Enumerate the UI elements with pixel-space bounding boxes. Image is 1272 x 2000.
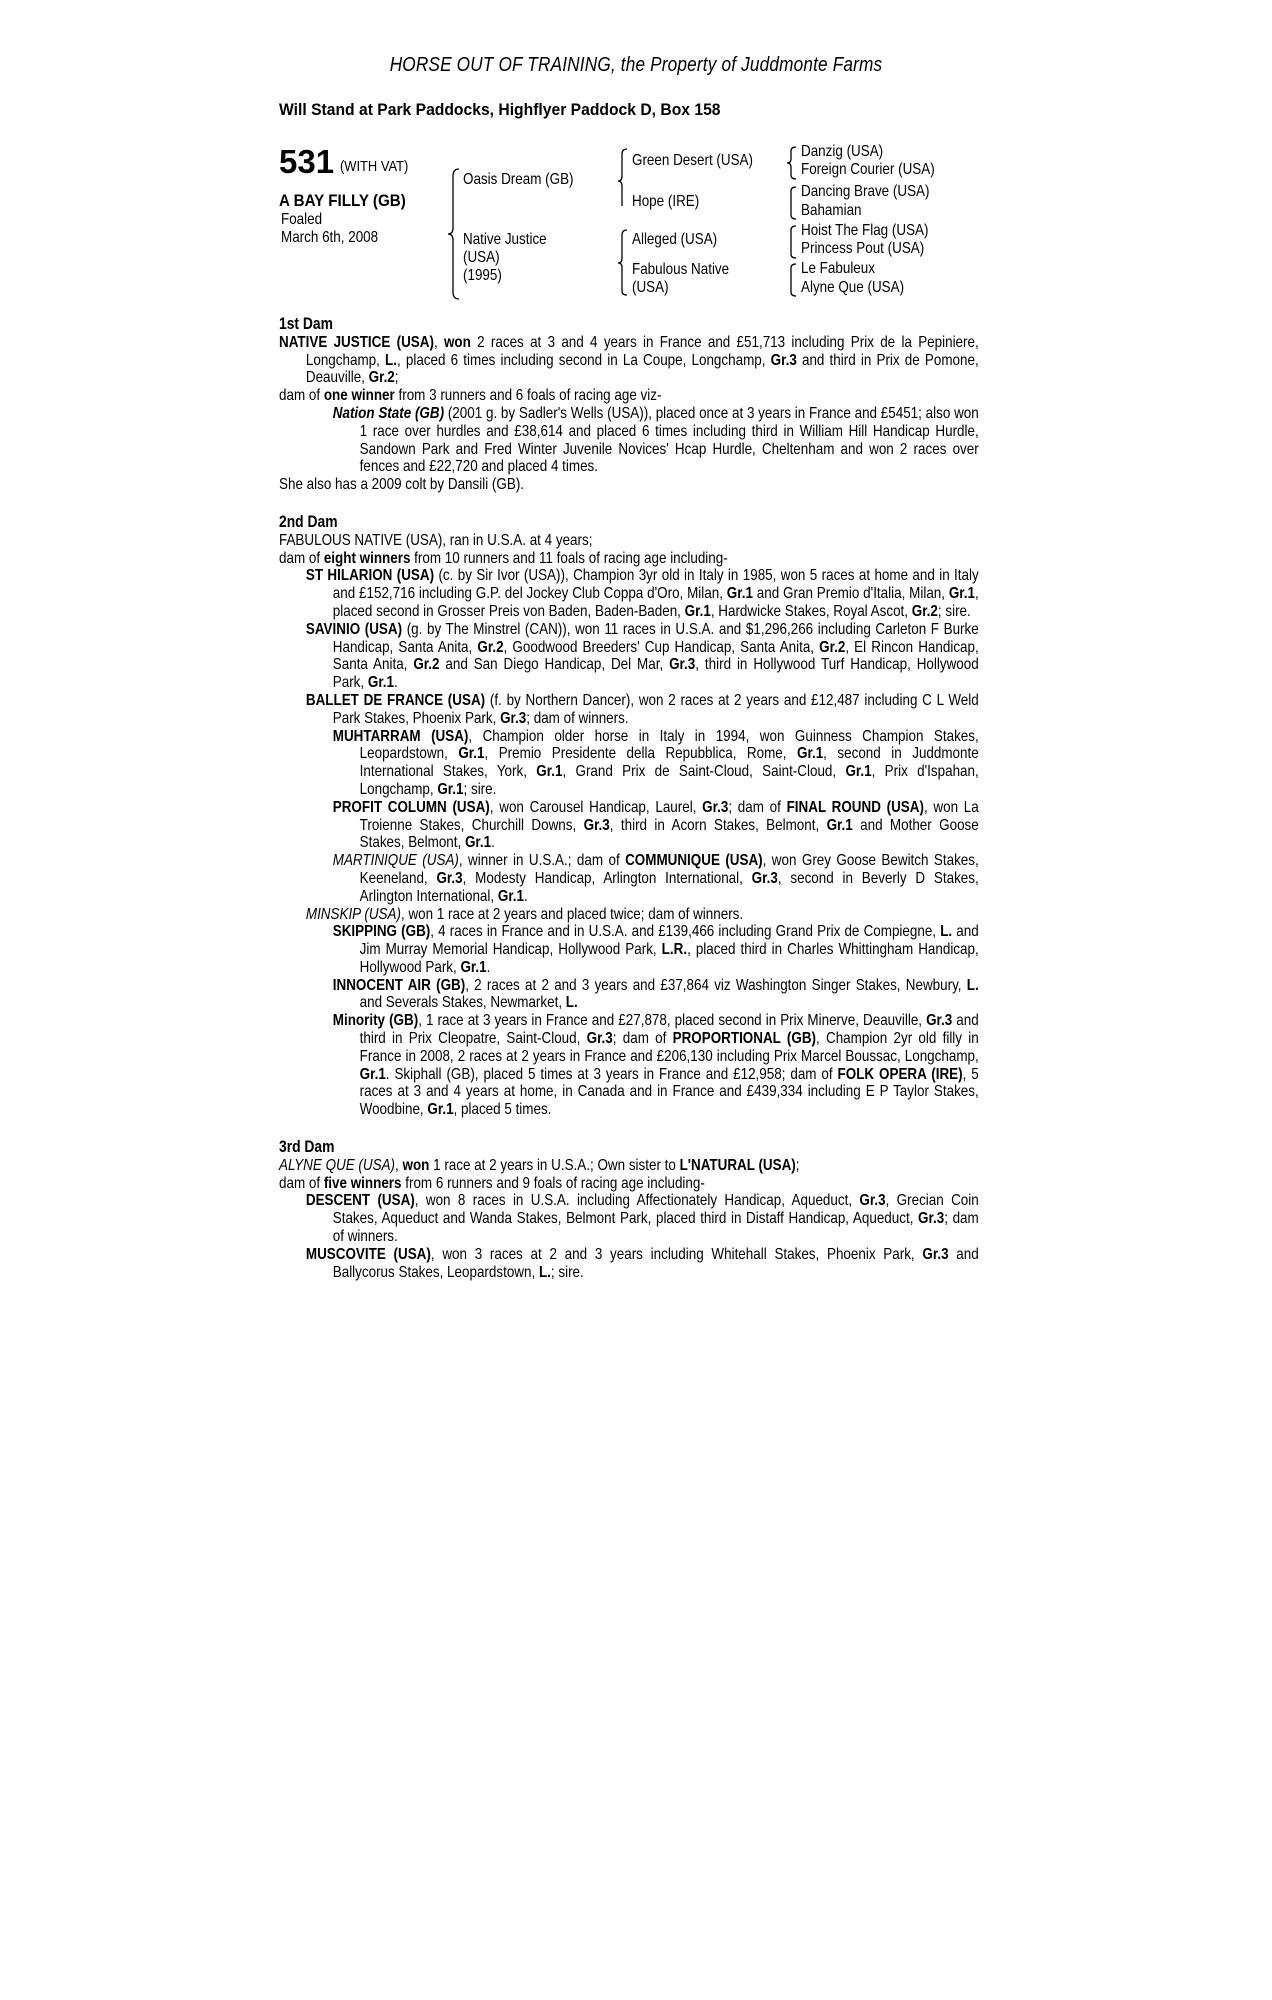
produce-skipping: SKIPPING (GB), 4 races in France and in U.S.A. and £139,466 including Grand Prix de Compiegne, L. and Jim Murray Memorial Handicap, Hollywood Park, L.R., placed third in Charles Whittingham Handicap, Hollywood Park, Gr.1. (332, 923, 979, 976)
produce-descent: DESCENT (USA), won 8 races in U.S.A. including Affectionately Handicap, Aqueduct, Gr.3, Grecian Coin Stakes, Aqueduct and Wanda Stakes, Belmont Park, placed third in Distaff Handicap, Aqueduct, Gr.3; dam of winners. (305, 1192, 979, 1246)
produce-innocent-air: INNOCENT AIR (GB), 2 races at 2 and 3 years and £37,864 viz Washington Singer Stakes, Newbury, L. and Severals Stakes, Newmarket, L. (332, 976, 979, 1012)
pedigree-ds-sire: Hoist The Flag (USA) (801, 222, 929, 239)
produce-minskip: MINSKIP (USA), won 1 race at 2 years and placed twice; dam of winners. (305, 905, 744, 923)
second-dam-record: FABULOUS NATIVE (USA), ran in U.S.A. at 4 years; (279, 531, 593, 549)
produce-ballet-de-france: BALLET DE FRANCE (USA) (f. by Northern Dancer), won 2 races at 2 years and £12,487 including C L Weld Park Stakes, Phoenix Park, Gr.3; dam of winners. (305, 691, 979, 727)
produce-minority: Minority (GB), 1 race at 3 years in France and £27,878, placed second in Prix Minerve, Deauville, Gr.3 and third in Prix Cleopatre, Saint-Cloud, Gr.3; dam of PROPORTIONAL (GB), Champion 2yr old filly in France in 2008, 2 races at 2 years in France and £206,130 including Prix Marcel Boussac, Longchamp, Gr.1. Skiphall (GB), placed 5 times at 3 years in France and £12,958; dam of FOLK OPERA (IRE), 5 races at 3 and 4 years at home, in Canada and in France and £439,334 including E P Taylor Stakes, Woodbine, Gr.1, placed 5 times. (332, 1012, 979, 1119)
second-dam-heading: 2nd Dam (279, 512, 338, 531)
third-dam-heading: 3rd Dam (279, 1138, 335, 1157)
pedigree-ss-sire: Danzig (USA) (801, 143, 884, 160)
pedigree-sire-sire: Green Desert (USA) (632, 152, 753, 169)
pedigree-dam-year: (1995) (463, 267, 502, 284)
pedigree-brace-ds (786, 225, 798, 259)
first-dam-heading: 1st Dam (279, 315, 333, 333)
catalogue-body (279, 316, 979, 1281)
third-dam-record: ALYNE QUE (USA), won 1 race at 2 years in U.S.A.; Own sister to L'NATURAL (USA); (279, 1156, 800, 1174)
pedigree-brace-sire (617, 148, 629, 214)
pedigree-dam-dam-line2: (USA) (632, 279, 669, 296)
horse-name: A BAY FILLY (GB) (279, 192, 406, 210)
pedigree-dd-sire: Le Fabuleux (801, 260, 875, 277)
pedigree-brace-main (447, 168, 461, 300)
pedigree-brace-ss (786, 146, 798, 180)
pedigree-dd-dam: Alyne Que (USA) (801, 279, 905, 296)
pedigree-brace-dd (786, 263, 798, 297)
produce-muscovite: MUSCOVITE (USA), won 3 races at 2 and 3 years including Whitehall Stakes, Phoenix Park, Gr.3 and Ballycorus Stakes, Leopardstown, L.; sire. (305, 1245, 979, 1281)
produce-profit-column: PROFIT COLUMN (USA), won Carousel Handicap, Laurel, Gr.3; dam of FINAL ROUND (USA), won La Troienne Stakes, Churchill Downs, Gr.3, third in Acorn Stakes, Belmont, Gr.1 and Mother Goose Stakes, Belmont, Gr.1. (332, 798, 979, 852)
pedigree-dam-dam-line1: Fabulous Native (632, 261, 730, 278)
stand-location: Will Stand at Park Paddocks, Highflyer Paddock D, Box 158 (279, 101, 721, 119)
foaled-label: Foaled (281, 211, 323, 228)
second-dam-produce: dam of eight winners from 10 runners and 11 foals of racing age including- (279, 549, 728, 567)
pedigree-sire-dam: Hope (IRE) (632, 193, 700, 210)
lot-number: 531 (279, 143, 335, 180)
produce-st-hilarion: ST HILARION (USA) (c. by Sir Ivor (USA)), Champion 3yr old in Italy in 1985, won 5 races at home and in Italy and £152,716 including G.P. del Jockey Club Coppa d'Oro, Milan, Gr.1 and Gran Premio d'Italia, Milan, Gr.1, placed second in Grosser Preis von Baden, Baden-Baden, Gr.1, Hardwicke Stakes, Royal Ascot, Gr.2; sire. (305, 567, 979, 620)
third-dam-produce: dam of five winners from 6 runners and 9 foals of racing age including- (279, 1174, 705, 1192)
pedigree-ds-dam: Princess Pout (USA) (801, 240, 925, 257)
pedigree-brace-sd (786, 186, 798, 220)
pedigree-sd-sire: Dancing Brave (USA) (801, 183, 930, 200)
pedigree-ss-dam: Foreign Courier (USA) (801, 161, 935, 178)
produce-martinique: MARTINIQUE (USA), winner in U.S.A.; dam of COMMUNIQUE (USA), won Grey Goose Bewitch Stakes, Keeneland, Gr.3, Modesty Handicap, Arlington International, Gr.3, second in Beverly D Stakes, Arlington International, Gr.1. (332, 852, 979, 905)
pedigree-sd-dam: Bahamian (801, 202, 862, 219)
first-dam-record: NATIVE JUSTICE (USA), won 2 races at 3 and 4 years in France and £51,713 including Prix de la Pepiniere, Longchamp, L., placed 6 times including second in La Coupe, Longchamp, Gr.3 and third in Prix de Pomone, Deauville, Gr.2; (279, 333, 979, 387)
pedigree-dam-sire: Alleged (USA) (632, 231, 718, 248)
page-title: HORSE OUT OF TRAINING, the Property of Juddmonte Farms (389, 54, 883, 76)
pedigree-sire: Oasis Dream (GB) (463, 171, 574, 188)
lot-vat-note: (WITH VAT) (340, 158, 409, 175)
pedigree-dam-line2: (USA) (463, 249, 500, 266)
produce-nation-state: Nation State (GB) (2001 g. by Sadler's Wells (USA)), placed once at 3 years in France and £5451; also won 1 race over hurdles and £38,614 and placed 6 times including third in William Hill Handicap Hurdle, Sandown Park and Fred Winter Juvenile Novices' Hcap Hurdle, Cheltenham and won 2 races over fences and £22,720 and placed 4 times. (332, 404, 979, 476)
pedigree-dam-line1: Native Justice (463, 231, 547, 248)
pedigree-brace-dam (617, 229, 629, 297)
produce-savinio: SAVINIO (USA) (g. by The Minstrel (CAN)), won 11 races in U.S.A. and $1,296,266 including Carleton F Burke Handicap, Santa Anita, Gr.2, Goodwood Breeders' Cup Handicap, Santa Anita, Gr.2, El Rincon Handicap, Santa Anita, Gr.2 and San Diego Handicap, Del Mar, Gr.3, third in Hollywood Turf Handicap, Hollywood Park, Gr.1. (305, 620, 979, 692)
foaled-date: March 6th, 2008 (281, 229, 379, 246)
first-dam-note: She also has a 2009 colt by Dansili (GB). (279, 476, 525, 494)
produce-muhtarram: MUHTARRAM (USA), Champion older horse in Italy in 1994, won Guinness Champion Stakes, Leopardstown, Gr.1, Premio Presidente della Repubblica, Rome, Gr.1, second in Juddmonte International Stakes, York, Gr.1, Grand Prix de Saint-Cloud, Saint-Cloud, Gr.1, Prix d'Ispahan, Longchamp, Gr.1; sire. (332, 727, 979, 798)
first-dam-produce: dam of one winner from 3 runners and 6 foals of racing age viz- (279, 387, 662, 405)
